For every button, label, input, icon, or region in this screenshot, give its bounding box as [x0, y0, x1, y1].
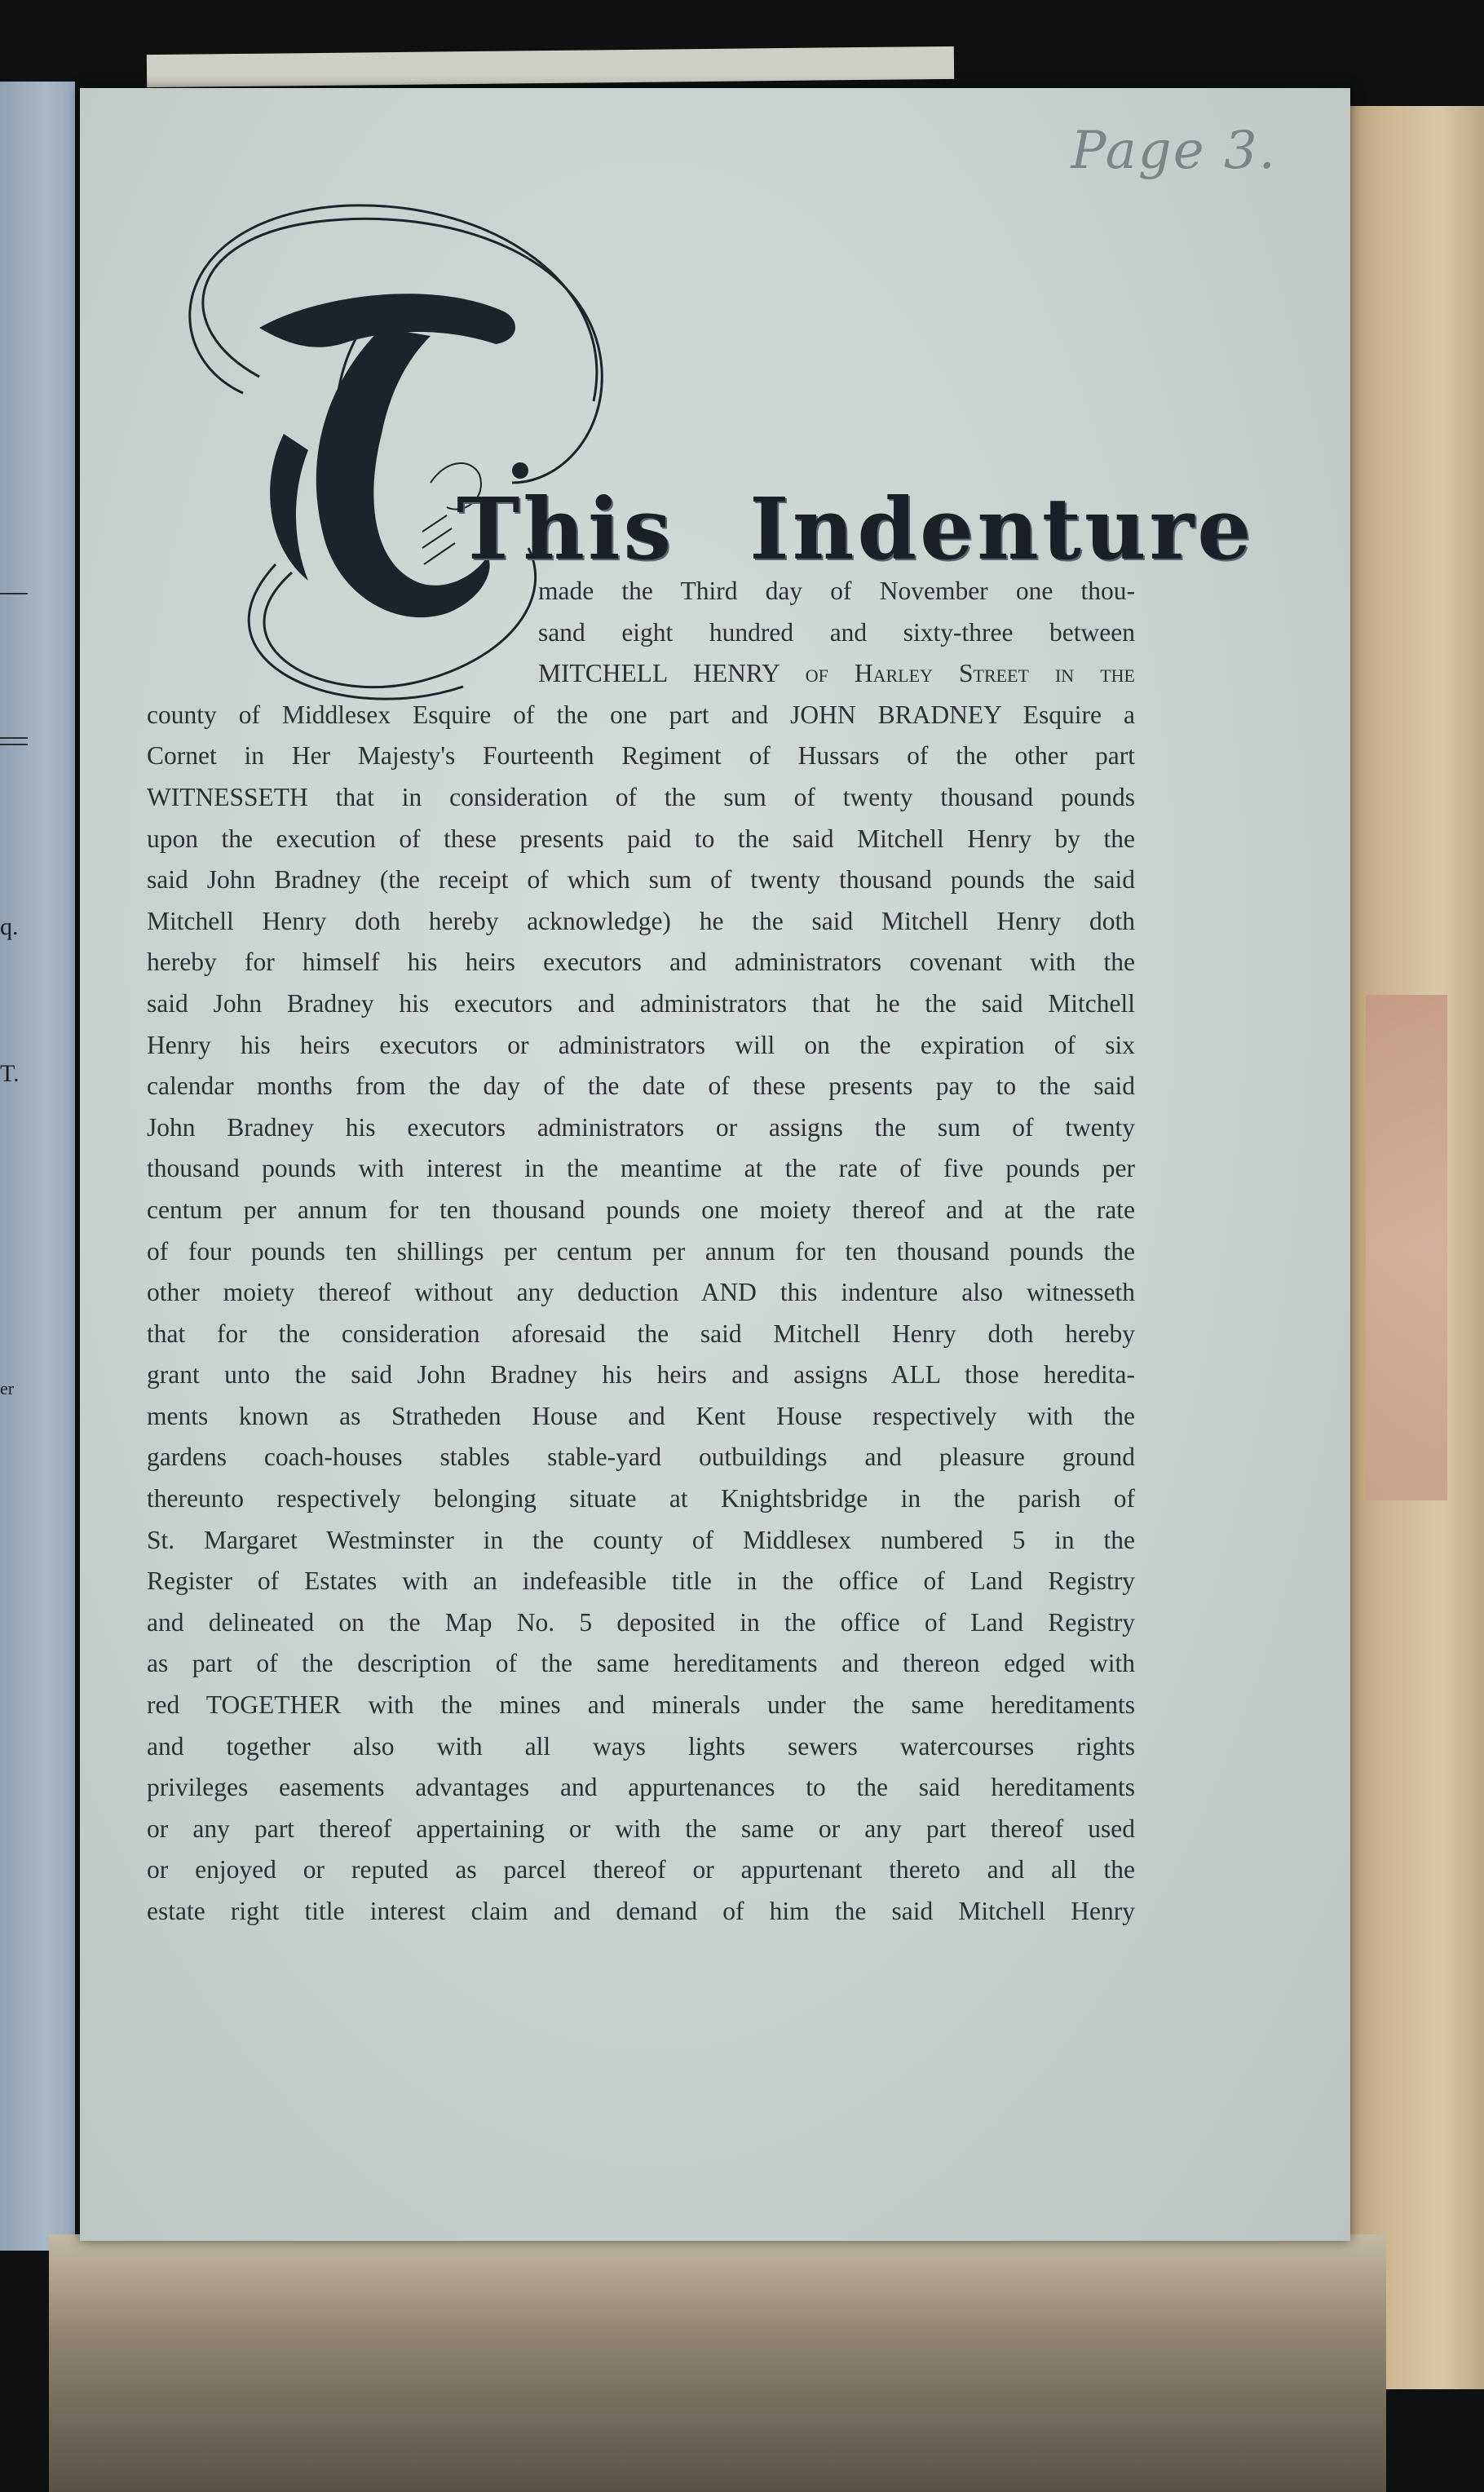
- torn-top-strip: [147, 46, 954, 87]
- text-line: John Bradney his executors administrators or assigns the sum of twenty: [147, 1112, 1135, 1142]
- text-line: and delineated on the Map No. 5 deposited in the office of Land Registry: [147, 1607, 1135, 1637]
- text-line: Mitchell Henry doth hereby acknowledge) he the said Mitchell Henry doth: [147, 906, 1135, 935]
- text-line: said John Bradney his executors and administrators that he the said Mitchell: [147, 988, 1135, 1018]
- text-line: grant unto the said John Bradney his heirs and assigns ALL those heredita-: [147, 1360, 1135, 1390]
- left-page-rule: [0, 737, 28, 739]
- heading-word-indenture: Indenture: [749, 479, 1255, 579]
- map-sheet-edge: [1366, 995, 1447, 1500]
- text-line: ments known as Stratheden House and Kent House respectively with the: [147, 1401, 1135, 1430]
- text-line: WITNESSETH that in consideration of the sum of twenty thousand pounds: [147, 782, 1135, 811]
- text-line: privileges easements advantages and appurtenances to the said hereditaments: [147, 1773, 1135, 1802]
- left-page-rule: [0, 744, 28, 745]
- left-page-fragment: T.: [0, 1060, 20, 1087]
- text-line: Register of Estates with an indefeasible title in the office of Land Registry: [147, 1566, 1135, 1596]
- text-line: estate right title interest claim and demand of him the said Mitchell Henry: [147, 1897, 1135, 1925]
- document-heading: [457, 457, 1255, 579]
- left-page-fragment: er: [0, 1378, 15, 1398]
- text-line: or any part thereof appertaining or with the same or any part thereof used: [147, 1814, 1135, 1843]
- text-line: or enjoyed or reputed as parcel thereof or appurtenant thereto and all the: [147, 1855, 1135, 1884]
- text-line: that for the consideration aforesaid the said Mitchell Henry doth hereby: [147, 1319, 1135, 1348]
- indenture-body: [147, 571, 1135, 1933]
- text-line: centum per annum for ten thousand pounds one moiety thereof and at the rate: [147, 1195, 1135, 1224]
- text-line: of four pounds ten shillings per centum per annum for ten thousand pounds the: [147, 1236, 1135, 1266]
- text-line: as part of the description of the same hereditaments and thereon edged with: [147, 1649, 1135, 1678]
- heading-word-this: This: [457, 479, 675, 579]
- text-line: MITCHELL HENRY of Harley Street in the: [538, 659, 1135, 688]
- left-page-rule: [0, 593, 28, 594]
- text-line: said John Bradney (the receipt of which sum of twenty thousand pounds the said: [147, 865, 1135, 895]
- text-line: Henry his heirs executors or administrators will on the expiration of six: [147, 1030, 1135, 1059]
- text-line: made the Third day of November one thou-: [538, 577, 1135, 605]
- text-line: and together also with all ways lights sewers watercourses rights: [147, 1731, 1135, 1761]
- text-line: Cornet in Her Majesty's Fourteenth Regiment of Hussars of the other part: [147, 741, 1135, 771]
- text-line: county of Middlesex Esquire of the one part and JOHN BRADNEY Esquire a: [147, 700, 1135, 729]
- text-line: red TOGETHER with the mines and minerals under the same hereditaments: [147, 1690, 1135, 1720]
- text-line: St. Margaret Westminster in the county of Middlesex numbered 5 in the: [147, 1525, 1135, 1554]
- text-line: calendar months from the day of the date of these presents pay to the said: [147, 1071, 1135, 1101]
- text-line: thereunto respectively belonging situate at Knightsbridge in the parish of: [147, 1484, 1135, 1513]
- adjacent-left-page: [0, 82, 75, 2251]
- text-line: gardens coach-houses stables stable-yard outbuildings and pleasure ground: [147, 1443, 1135, 1472]
- text-line: sand eight hundred and sixty-three between: [538, 617, 1135, 647]
- text-line: thousand pounds with interest in the meantime at the rate of five pounds per: [147, 1154, 1135, 1183]
- left-page-fragment: q.: [0, 913, 19, 940]
- page-number: Page 3.: [1071, 121, 1277, 181]
- page-bottom-edges: [49, 2234, 1386, 2492]
- text-line: upon the execution of these presents paid to the said Mitchell Henry by the: [147, 824, 1135, 853]
- text-line: other moiety thereof without any deduction AND this indenture also witnesseth: [147, 1278, 1135, 1307]
- text-line: hereby for himself his heirs executors and administrators covenant with the: [147, 948, 1135, 977]
